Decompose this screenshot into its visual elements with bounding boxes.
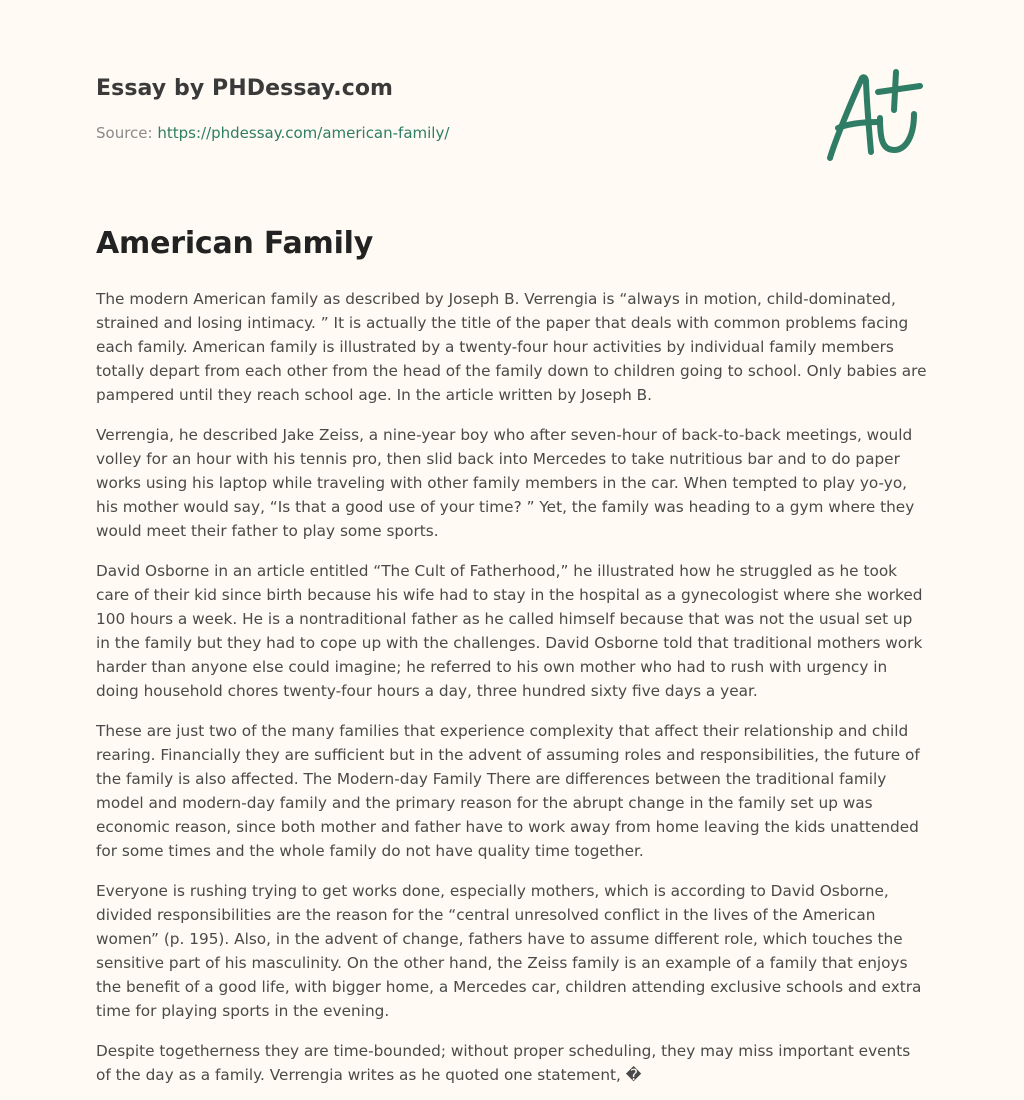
essay-paragraph: Verrengia, he described Jake Zeiss, a nine-year boy who after seven-hour of back-to-back meetings, would volley for an hour with his tennis pro, then slid back into Mercedes to take nutritious bar and to do paper works using his laptop while traveling with other family members in the car. When tempted to play yo-yo, his mother would say, “Is that a good use of your time? ” Yet, the family was heading to a gym where they would meet their father to play some sports. bbox=[96, 426, 915, 540]
essay-paragraph: Everyone is rushing trying to get works done, especially mothers, which is according to David Osborne, divided responsibilities are the reason for the “central unresolved conflict in the lives of the American women” (p. 195). Also, in the advent of change, fathers have to assume different role, which touches the sensitive part of his masculinity. On the other hand, the Zeiss family is an example of a family that enjoys the benefit of a good life, with bigger home, a Mercedes car, children attending exclusive schools and extra time for playing sports in the evening. bbox=[96, 882, 922, 1020]
essay-title: American Family bbox=[96, 226, 374, 261]
source-line bbox=[96, 124, 449, 142]
source-link[interactable]: https://phdessay.com/american-family/ bbox=[157, 124, 450, 142]
essay-paragraph: These are just two of the many families that experience complexity that affect their relationship and child rearing. Financially they are sufficient but in the advent of assuming roles and responsibilities, the future of the family is also affected. The Modern-day Family There are differences between the traditional family model and modern-day family and the primary reason for the abrupt change in the family set up was economic reason, since both mother and father have to work away from home leaving the kids unattended for some times and the whole family do not have quality time together. bbox=[96, 722, 920, 860]
essay-paragraph: David Osborne in an article entitled “The Cult of Fatherhood,” he illustrated how he struggled as he took care of their kid since birth because his wife had to stay in the hospital as a gynecologist where she worked 100 hours a week. He is a nontraditional father as he called himself because that was not the usual set up in the family but they had to cope up with the challenges. David Osborne told that traditional mothers work harder than anyone else could imagine; he referred to his own mother who had to rush with urgency in doing household chores twenty-four hours a day, three hundred sixty five days a year. bbox=[96, 562, 923, 700]
essay-body bbox=[96, 287, 928, 1087]
page-header bbox=[96, 0, 928, 190]
essay-paragraph: The modern American family as described by Joseph B. Verrengia is “always in motion, child-dominated, strained and losing intimacy. ” It is actually the title of the paper that deals with common problems facing each family. American family is illustrated by a twenty-four hour activities by individual family members totally depart from each other from the head of the family down to children going to school. Only babies are pampered until they reach school age. In the article written by Joseph B. bbox=[96, 290, 927, 404]
source-label: Source: bbox=[96, 124, 153, 142]
essay-paragraph: Despite togetherness they are time-bounded; without proper scheduling, they may miss important events of the day as a family. Verrengia writes as he quoted one statement, � bbox=[96, 1042, 911, 1084]
site-brand: Essay by PHDessay.com bbox=[96, 76, 394, 101]
a-plus-grade-icon bbox=[822, 66, 926, 166]
